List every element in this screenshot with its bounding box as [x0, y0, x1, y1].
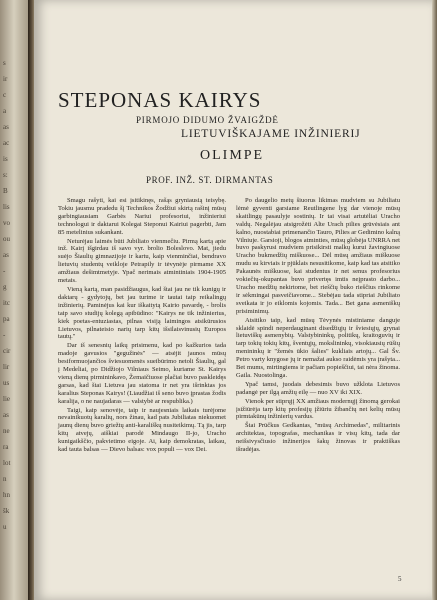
prev-page-text-fragment: as	[3, 411, 9, 419]
prev-page-text-fragment: hn	[3, 491, 10, 499]
prev-page-text-fragment: lot	[3, 459, 11, 467]
paragraph: Vieną kartą, man pasidžiaugus, kad štai jau ne tik kunigų ir daktarų - gydytojų, bet jau turime ir tautai taip reikalingų inžinierių. Paminėjus kai kur iškaitytą Kairio pavardę, - brolis taip savo studijų kolegą apibūdino: "Kairys ne tik inžinierius, kiek poetas-entuziastas, pilnas visiją laimingos atsikūrusios Lietuvos, pilnateisio narių tarp kitų išsilaisvinusių Europos tautų."	[58, 285, 226, 341]
prev-page-text-fragment: ou	[3, 235, 10, 243]
prev-page-text-fragment: ne	[3, 427, 10, 435]
prev-page-text-fragment: vo	[3, 219, 10, 227]
prev-page-text-fragment: -	[3, 331, 6, 339]
page-edge	[432, 0, 437, 600]
prev-page-text-fragment: n	[3, 475, 7, 483]
paragraph: Vienok per stiprųjį XX amžiaus modernųjį žinomą gerokai įsižiūrėja tarp kitų profesijų įžiūriu žibančių net kelių mūsų pirmtakūnų inžinierių vardus.	[236, 397, 400, 421]
right-column	[236, 197, 400, 454]
prev-page-text-fragment: pa	[3, 315, 10, 323]
previous-page-edge	[0, 0, 28, 600]
prev-page-text-fragment: ac	[3, 139, 10, 147]
article-subtitle-3: OLIMPE	[200, 148, 265, 163]
prev-page-text-fragment: s	[3, 59, 6, 67]
prev-page-text-fragment: as	[3, 251, 9, 259]
prev-page-text-fragment: ir	[3, 75, 8, 83]
prev-page-text-fragment: lir	[3, 363, 10, 371]
prev-page-text-fragment: ra	[3, 443, 9, 451]
prev-page-text-fragment: cir	[3, 347, 11, 355]
paragraph: Neturėjau laimės būti Jubiliato vienmečiu. Pirmą kartą apie inž. Kairį išgirdau iš savo vyr. brolio Boleslovo. Mat, jiedu suėjo Šiaulių gimnazijoje ir kartu, kaip vienminčiai, bendravo lietuvių studentų veikloje Petrapily ir tėvynėje pirmame XX amžiaus dešimtmetyje. Ypač nerimais atmintiniais 1904-1905 metais.	[58, 237, 226, 285]
paragraph: Ypač tamsi, juodais debesimis buvo užklota Lietuvos padangė per ilgą amžių eilę — nuo XV iki XIX.	[236, 380, 400, 396]
prev-page-text-fragment: lis	[3, 203, 10, 211]
paragraph: Taigi, kaip senovėje, taip ir naujesniais laikais turėjome nevainikuotų karalių, nors žinau, kad pats Jubiliatas niekuomet jaunų dienų buvo griežtų anti-karališkų nusiteikimų. Tą jis, tarp kitų atvejų, aiškiai parodė Mindaugo II-jo, Uracho kunigaikščio, pakvietimo eigoje. Ai, kaip demokratas, laikau, kad tauta balsas — Dievo balsas: vox populi — vox Dei.	[58, 406, 226, 454]
prev-page-text-fragment: šk	[3, 507, 10, 515]
paragraph: Dar iš senesnių laikų prisimenu, kad po kažkurios tada madoje gavusios "gegužinės" — atsėjit jaunos mūsų besiformuojančios šviesuomenės sueibūrimo netoli Šiaulių, gal į Medeliai, po Didžiojo Vilniaus Seimo, kuriame St. Kairys vieną dienų pirmininkavo, Žemaičiuose plačiai buvo paskleidęs garsas, kad štai Lietuva jau statoma ir net yra išrinktas jos karalius Steponas Kairys! (Liaudžiai iš seno buvo įprastas žodis karalija, o ne naujadaras — valstybė ar respublika.)	[58, 342, 226, 405]
paragraph: Po daugelio metų šiuorus likimas mudviem su Jubiliatu lėmė gyventi garsiame Reutlingene lyg dar vienoje mūsų skaitlingų pasaulyje sostinių. Ir tai visai artutėliai Uracho valdų. Negalėjau atsigrožėti Alte Urach pilies grūvėsiais ant kalno, nuostabiai primenančio Tauro, Pilies ar Gedimino kalną Vilniuje. Garsioji, blogos atminties, mūsų globėja UNRRA net buvo paskyrusi mudviem prisikirsti malkų kurui žavingiuose Uracho bukmedžių miškuose... Dėl mūsų amžiaus miškuose mudu su kirviais ir pjūklais nesusitikome, kaip kad tas atsitiko Pakaunės miškuose, kai studentus ir net senus profesorius vokiečių-okupantas buvo privertęs imtis neįprasto darbo... Uracho medžių nekirtome, bet rieščių buko rieščius rinkome ir sėkmingai pasveičiavome... Stebėjau tada stipriai Jubiliato sveikata ir jo eiklomis kojomis. Tada... Bet gana asmeniškų prisiminimų.	[236, 197, 400, 315]
prev-page-text-fragment: B	[3, 187, 8, 195]
prev-page-text-fragment: g	[3, 283, 7, 291]
prev-page-text-fragment: c	[3, 91, 7, 99]
prev-page-text-fragment: us	[3, 379, 10, 387]
article-subtitle-1: PIRMOJO DIDUMO ŽVAIGŽDĖ	[136, 115, 279, 125]
paragraph: Atsitiko taip, kad mūsų Tėvynės mistiniame danguje sklaidė spindi neperdauginant disedžiųjų ir šviesiųjų, grynai lietuviškų asmenybių. Valstybininkų, politikų, kraitoguvių ir tarp tokių tokių kitų, šventųjų, mokslininkų, visokiausių rūšių menininkų ir "žemės ūkio šalies" kukliais artojų... Gal Šv. Petro varty knygose jų ir nemažai aukso raidėmis yra įrašyta... Bet mums, mirtingiems ir pačiam popieščiui, tai nėra žinoma. Gaila. Nuostolinga.	[236, 316, 400, 379]
prev-page-text-fragment: is	[3, 155, 8, 163]
prev-page-text-fragment: s:	[3, 171, 8, 179]
prev-page-text-fragment: a	[3, 107, 7, 115]
prev-page-text-fragment: u	[3, 523, 7, 531]
page-number: 5	[398, 575, 402, 583]
article-author: PROF. INŽ. ST. DIRMANTAS	[146, 175, 274, 185]
prev-page-text-fragment: as	[3, 123, 9, 131]
prev-page-text-fragment: -	[3, 267, 6, 275]
paragraph: Štai Prūčkus Gedkantas, "mūsų Archimedas", militarinis architektas, topografas, mechanikas ir visų kitų, tada dar neišsivysčiusio inžinerijos šakų žinovas ir praktiškas išradėjas.	[236, 422, 400, 454]
paragraph: Smagu rašyti, kai esi įsitikinęs, rašąs gryniausią teisybę. Tokiu jausmu pradedu šį Technikos Žodžiui skirtą rašinį mūsų garbingiausiam Garbės Nariui profesoriui, inžinieriui technologui ir daktarui Kolegai Steponui Kairiui pagerbti, Jam 85 metelinius sukankant.	[58, 197, 226, 236]
article-subtitle-2: LIETUVIŠKAJAME INŽINIERIJ	[181, 128, 361, 140]
prev-page-text-fragment: lie	[3, 395, 10, 403]
prev-page-text-fragment: itc	[3, 299, 10, 307]
left-column	[58, 197, 226, 454]
article-title: STEPONAS KAIRYS	[58, 88, 262, 112]
